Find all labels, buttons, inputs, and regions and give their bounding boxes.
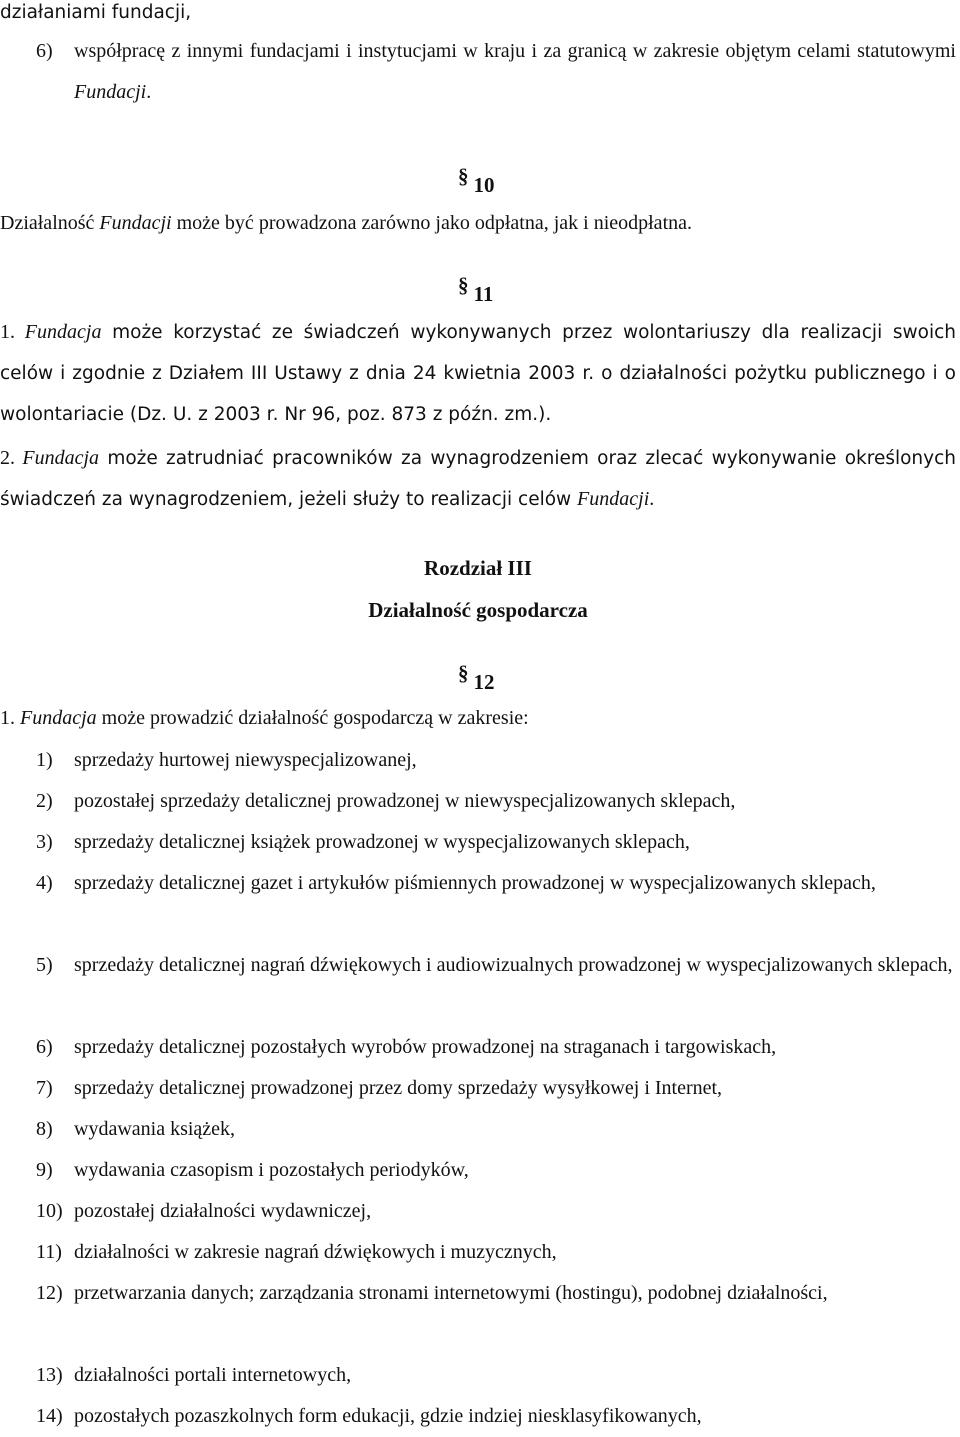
activity-item-1 (36, 740, 956, 781)
list-number: 7) (36, 1077, 53, 1099)
paragraph-12-1 (0, 698, 956, 739)
list-text: wydawania czasopism i pozostałych periodyków, (74, 1159, 469, 1181)
section-symbol: § (458, 273, 469, 297)
list-text: przetwarzania danych; zarządzania stronami internetowymi (hostingu), podobnej działalności, (74, 1282, 828, 1304)
list-number: 12) (36, 1282, 63, 1304)
list-text: działalności w zakresie nagrań dźwiękowych i muzycznych, (74, 1241, 557, 1263)
paragraph-text: może prowadzić działalność gospodarczą w zakresie: (96, 707, 529, 729)
list-text: sprzedaży hurtowej niewyspecjalizowanej, (74, 749, 417, 771)
list-text-end: . (146, 81, 152, 103)
list-text: sprzedaży detalicznej gazet i artykułów piśmiennych prowadzonej w wyspecjalizowanych sklepach, (74, 872, 876, 894)
activity-item-8 (36, 1109, 956, 1150)
activity-item-2 (36, 781, 956, 822)
paragraph-text: może korzystać ze świadczeń wykonywanych przez wolontariuszy dla realizacji swoich celów i zgodnie z Działem III Ustawy z dnia 24 kwietnia 2003 r. o działalności pożytku publicznego i o wolontariacie (Dz. U. z 2003 r. Nr 96, poz. 873 z późn. zm.). (0, 322, 957, 425)
list-number: 8) (36, 1118, 53, 1140)
foundation-name: Fundacja (22, 447, 100, 469)
list-number: 14) (36, 1405, 63, 1427)
foundation-name: Fundacji (74, 81, 147, 103)
paragraph-11-2 (0, 438, 956, 520)
continuation-line (0, 0, 956, 33)
activity-item-11 (36, 1232, 956, 1273)
section-symbol: § (458, 164, 469, 188)
list-text: wydawania książek, (74, 1118, 236, 1140)
paragraph-number: 1. (0, 707, 20, 729)
section-11-heading (458, 274, 493, 315)
list-text: sprzedaży detalicznej nagrań dźwiękowych i audiowizualnych prowadzonej w wyspecjalizowanych sklepach, (74, 954, 953, 976)
paragraph-text-end: . (649, 488, 655, 510)
continuation-text: działaniami fundacji, (0, 2, 192, 23)
activity-item-4 (36, 863, 956, 904)
list-text: pozostałej sprzedaży detalicznej prowadzonej w niewyspecjalizowanych sklepach, (74, 790, 736, 812)
list-text: działalności portali internetowych, (74, 1364, 352, 1386)
activity-item-14 (36, 1396, 956, 1437)
list-number: 13) (36, 1364, 63, 1386)
activity-item-3 (36, 822, 956, 863)
paragraph-number: 1. (0, 321, 25, 343)
paragraph-text: może zatrudniać pracowników za wynagrodzeniem oraz zlecać wykonywanie określonych świadczeń za wynagrodzeniem, jeżeli służy to realizacji celów (0, 448, 956, 510)
list-number: 2) (36, 790, 53, 812)
foundation-name: Fundacji (99, 212, 172, 234)
list-number: 6) (36, 1036, 53, 1058)
paragraph-10 (0, 203, 956, 244)
list-text: sprzedaży detalicznej prowadzonej przez domy sprzedaży wysyłkowej i Internet, (74, 1077, 723, 1099)
list-text: pozostałych pozaszkolnych form edukacji, gdzie indziej niesklasyfikowanych, (74, 1405, 702, 1427)
foundation-name: Fundacja (20, 707, 97, 729)
section-symbol: § (458, 661, 469, 685)
list-number: 9) (36, 1159, 53, 1181)
chapter-title: Rozdział III (424, 556, 532, 580)
list-number: 5) (36, 954, 53, 976)
activity-item-12 (36, 1273, 956, 1314)
section-number: 12 (473, 670, 495, 694)
activity-item-5 (36, 945, 956, 986)
list-text: sprzedaży detalicznej pozostałych wyrobów prowadzonej na straganach i targowiskach, (74, 1036, 777, 1058)
activity-item-6 (36, 1027, 956, 1068)
chapter-subtitle: Działalność gospodarcza (368, 598, 588, 622)
list-number: 3) (36, 831, 53, 853)
section-number: 10 (473, 173, 495, 197)
activity-item-10 (36, 1191, 956, 1232)
activity-item-13 (36, 1355, 956, 1396)
list-number: 1) (36, 749, 53, 771)
list-number: 6) (36, 40, 53, 62)
activity-item-9 (36, 1150, 956, 1191)
section-12-heading (458, 662, 495, 703)
section-number: 11 (473, 282, 494, 306)
list-number: 11) (36, 1241, 62, 1263)
list-number: 4) (36, 872, 53, 894)
list-text (74, 31, 956, 113)
foundation-name: Fundacja (24, 321, 102, 343)
list-text-part: współpracę z innymi fundacjami i instytucjami w kraju i za granicą w zakresie objętym celami statutowymi (74, 40, 956, 62)
foundation-name: Fundacji (577, 488, 650, 510)
paragraph-number: 2. (0, 447, 23, 469)
paragraph-text: Działalność (0, 212, 100, 234)
paragraph-11-1 (0, 312, 956, 435)
list-text: pozostałej działalności wydawniczej, (74, 1200, 372, 1222)
paragraph-text: może być prowadzona zarówno jako odpłatna, jak i nieodpłatna. (171, 212, 692, 234)
list-text: sprzedaży detalicznej książek prowadzonej w wyspecjalizowanych sklepach, (74, 831, 690, 853)
list-number: 10) (36, 1200, 63, 1222)
list-item-6-prev (36, 31, 956, 113)
section-10-heading (458, 165, 495, 206)
activity-item-7 (36, 1068, 956, 1109)
